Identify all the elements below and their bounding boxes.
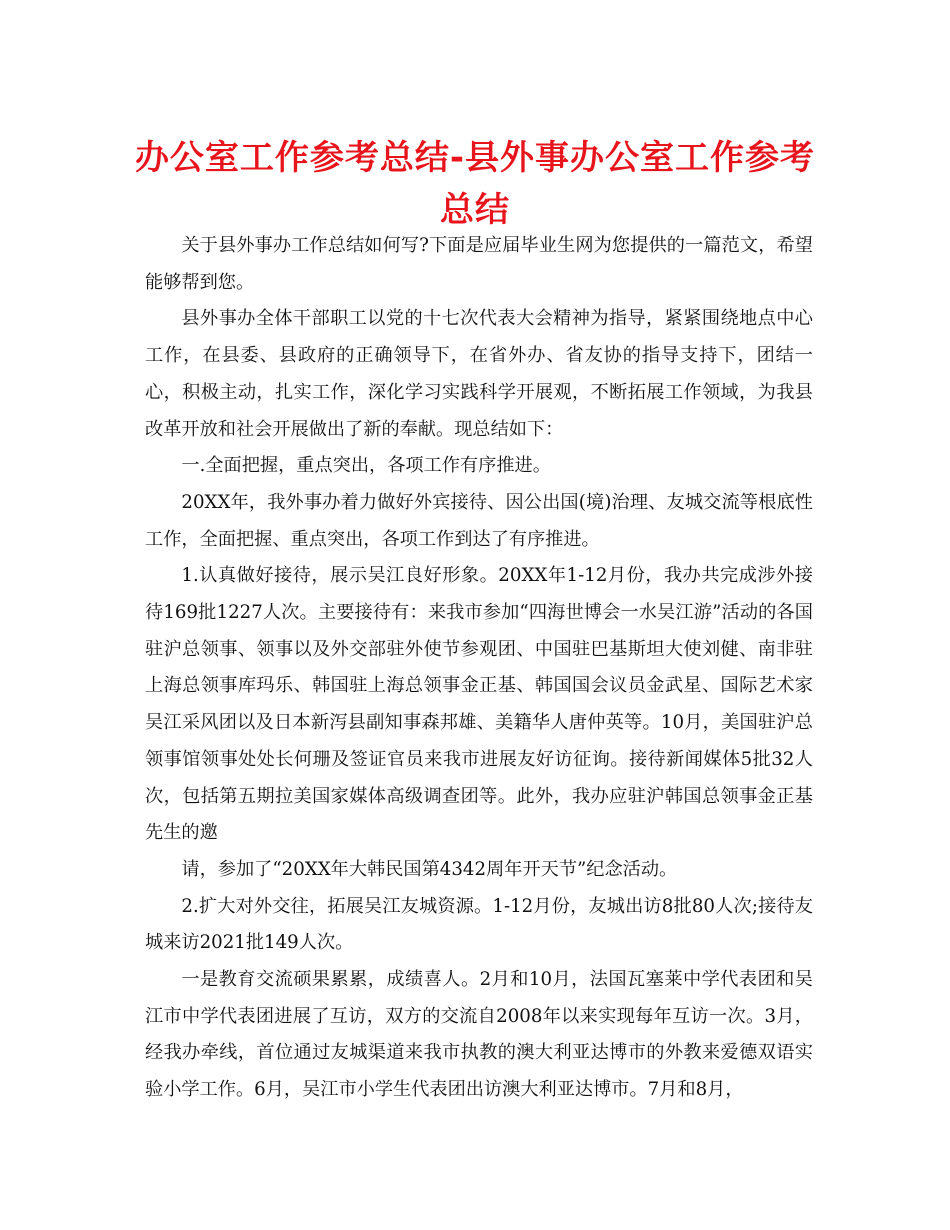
document-title: 办公室工作参考总结-县外事办公室工作参考总结 [134,138,816,230]
paragraph: 20XX年，我外事办着力做好外宾接待、因公出国(境)治理、友城交流等根底性工作，全面把握、重点突出，各项工作到达了有序推进。 [145,491,813,550]
paragraph: 请，参加了“20XX年大韩民国第4342周年开天节”纪念活动。 [181,858,678,880]
paragraph: 1.认真做好接待，展示吴江良好形象。20XX年1-12月份，我办共完成涉外接待169批1227人次。主要接待有：来我市参加“四海世博会一水吴江游”活动的各国驻沪总领事、领事以及外交部驻外使节参观团、中国驻巴基斯坦大使刘健、南非驻上海总领事库玛乐、韩国驻上海总领事金正基、韩国国会议员金武星、国际艺术家吴江采风团以及日本新泻县副知事森邦雄、美籍华人唐仲英等。10月，美国驻沪总领事馆领事处处长何珊及签证官员来我市进展友好访征询。接待新闻媒体5批32人次，包括第五期拉美国家媒体高级调查团等。此外，我办应驻沪韩国总领事金正基先生的邀 [145,565,813,844]
paragraph: 关于县外事办工作总结如何写?下面是应届毕业生网为您提供的一篇范文，希望能够帮到您。 [145,235,813,293]
document-body [145,228,813,1109]
paragraph: 一是教育交流硕果累累，成绩喜人。2月和10月，法国瓦塞莱中学代表团和吴江市中学代表团进展了互访，双方的交流自2008年以来实现每年互访一次。3月，经我办牵线，首位通过友城渠道来我市执教的澳大利亚达博市的外教来爱德双语实验小学工作。6月，吴江市小学生代表团出访澳大利亚达博市。7月和8月， [145,969,813,1101]
paragraph: 县外事办全体干部职工以党的十七次代表大会精神为指导，紧紧围绕地点中心工作，在县委、县政府的正确领导下，在省外办、省友协的指导支持下，团结一心，积极主动，扎实工作，深化学习实践科学开展观，不断拓展工作领域，为我县改革开放和社会开展做出了新的奉献。现总结如下： [145,308,813,440]
paragraph: 2.扩大对外交往，拓展吴江友城资源。1-12月份，友城出访8批80人次;接待友城来访2021批149人次。 [145,895,813,954]
paragraph: 一.全面把握，重点突出，各项工作有序推进。 [181,455,551,477]
